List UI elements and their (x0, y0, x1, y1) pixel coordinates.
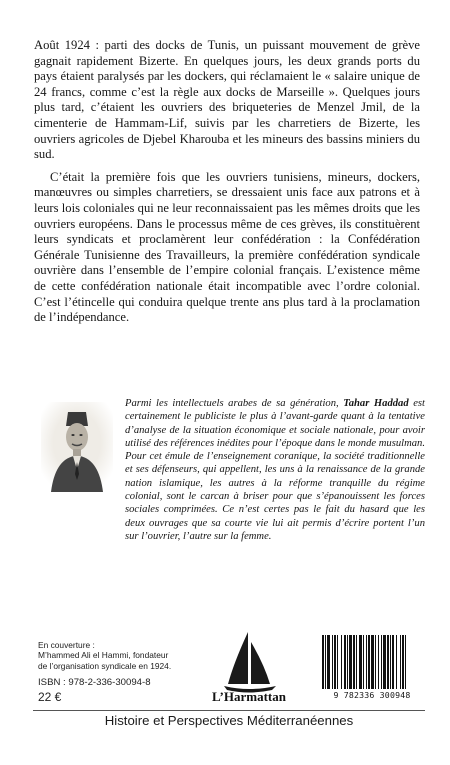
isbn: ISBN : 978-2-336-30094-8 (38, 677, 151, 688)
author-portrait (41, 402, 113, 492)
price: 22 € (38, 690, 62, 704)
back-cover-blurb (34, 38, 420, 326)
divider-rule (33, 710, 425, 711)
bio-text: est certainement le publiciste le plus à l’avant-garde quant à la tentative d’analyse de la situation économique et sociale nationale, pour avoir utilisé des références inédites pour l’époque dans le monde musulman. Pour cet émule de l’enseignement coranique, la société traditionnelle et ses défenseurs, qui appellent, les uns à la renaissance de la grande nation islamique, les autres à la réforme tranquille du régime colonial, sont le carcan à briser pour que s’épanouissent les forces sociales comprimées. Ce n’est certes pas le fait du hasard que les deux ouvrages que sa courte vie lui ait permis d’écrire portent l’un sur l’ouvrier, l’autre sur la femme. (125, 398, 425, 542)
author-name: Tahar Haddad (343, 398, 409, 409)
cover-credit-line: de l’organisation syndicale en 1924. (38, 660, 172, 671)
bio-text: Parmi les intellectuels arabes de sa génération, (125, 398, 344, 409)
blurb-paragraph: C’était la première fois que les ouvriers tunisiens, mineurs, dockers, manœuvres ou simples charretiers, se dressaient unis face aux patrons et à leurs lois coloniales qui ne leur reconnaissaient pas les mêmes droits que les ouvriers européens. Dans le processus même de ces grèves, ils constituèrent leurs syndicats et proclamèrent leur confédération : la Confédération Générale Tunisienne des Travailleurs, la première confédération syndicale ouvrière dans l’ensemble de l’empire colonial français. L’existence même de cette confédération nationale était incompatible avec l’ordre colonial. C’est l’étincelle qui conduira quelque trente ans plus tard à la proclamation de l’indépendance. (34, 169, 420, 325)
cover-credit-line: En couverture : (38, 640, 95, 650)
publisher-name: L’Harmattan (212, 689, 286, 704)
barcode-digits: 9 782336 300948 (318, 690, 426, 700)
author-bio (125, 397, 425, 543)
blurb-paragraph: Août 1924 : parti des docks de Tunis, un puissant mouvement de grève gagnait rapidement Bizerte. En quelques jours, les deux grands ports du pays étaient paralysés par les dockers, qui réclamaient le « salaire unique de 24 francs, comme c’est la règle aux docks de Marseille ». Quelques jours plus tard, c’étaient les ouvriers des briqueteries de Menzel Jmil, de la cimenterie de Hammam-Lif, suivis par les charretiers de Bizerte, les ouvriers agricoles de Djebel Kharouba et les mineurs des bassins miniers du sud. (34, 38, 420, 162)
collection-name: Histoire et Perspectives Méditerranéennes (104, 713, 354, 728)
cover-credit (38, 640, 208, 671)
cover-credit-line: M’hammed Ali el Hammi, fondateur (38, 650, 169, 661)
sailboat-icon (228, 632, 248, 684)
